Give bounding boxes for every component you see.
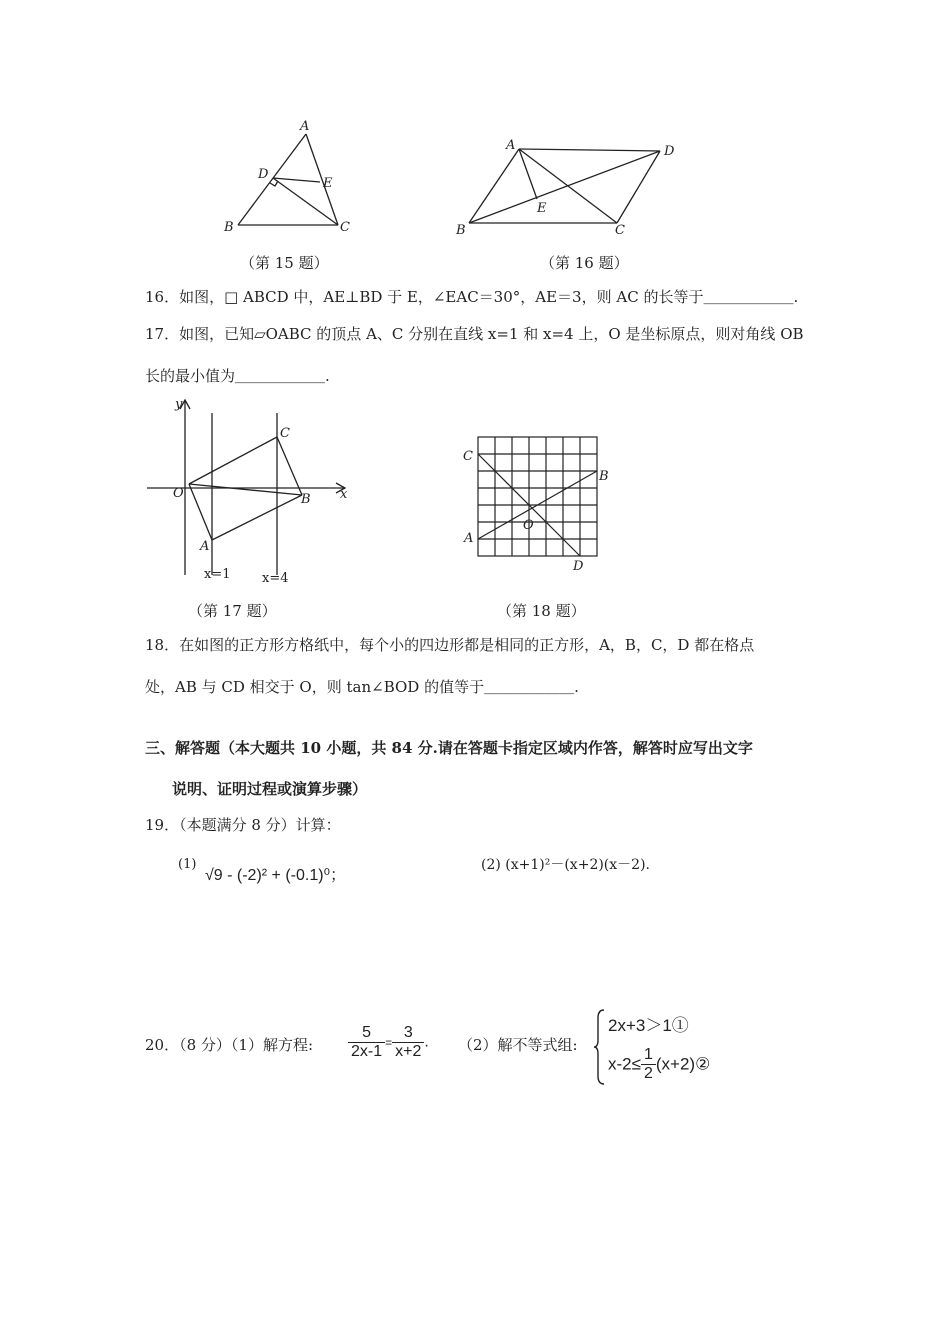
figure-15	[220, 118, 360, 240]
question-17-line-1: 17．如图，已知▱OABC 的顶点 A、C 分别在直线 x=1 和 x=4 上，O 是坐标原点，则对角线 OB	[145, 325, 804, 343]
question-20-part-2-label: （2）解不等式组:	[458, 1036, 578, 1054]
inequality-2-right: (x+2)②	[655, 1054, 711, 1074]
question-19-part-2: (2) (x+1)²－(x+2)(x－2).	[481, 857, 650, 873]
eq-end: .	[424, 1033, 429, 1051]
inequality-2-numerator: 1	[641, 1046, 656, 1065]
fig16-label-c: C	[615, 223, 625, 238]
fig17-label-a: A	[200, 539, 210, 554]
fig17-label-c: C	[280, 426, 290, 441]
inequality-1: 2x+3＞1①	[608, 1016, 689, 1035]
fig16-caption: （第 16 题）	[540, 254, 629, 272]
inequality-2-denominator: 2	[643, 1065, 653, 1082]
eq-left-numerator: 5	[348, 1024, 385, 1043]
question-18-line-1: 18．在如图的正方形方格纸中，每个小的四边形都是相同的正方形，A，B，C，D 都在格点	[145, 636, 755, 654]
fig16-label-d: D	[664, 144, 675, 159]
question-20-equation	[348, 1024, 429, 1061]
eq-left-denominator: 2x-1	[351, 1043, 383, 1060]
question-19-intro: 19．（本题满分 8 分）计算：	[145, 816, 341, 834]
fig17-label-x4: x=4	[262, 571, 289, 586]
fig15-caption: （第 15 题）	[240, 254, 329, 272]
inequality-2-fraction	[641, 1046, 656, 1083]
fig17-label-b: B	[301, 492, 311, 507]
fig17-label-y: y	[175, 397, 183, 412]
eq-right-denominator: x+2	[395, 1043, 422, 1060]
eq-right-fraction	[392, 1024, 424, 1061]
figure-16	[450, 133, 690, 243]
inequality-2-left: x-2≤	[608, 1054, 641, 1074]
section-3-heading-cont: 说明、证明过程或演算步骤）	[172, 780, 368, 798]
fig17-caption: （第 17 题）	[188, 602, 277, 620]
eq-equals: =	[385, 1035, 393, 1050]
fig18-label-o: O	[523, 518, 534, 533]
fig15-label-c: C	[340, 220, 350, 235]
eq-left-fraction	[348, 1024, 385, 1061]
fig15-label-a: A	[300, 119, 310, 134]
figure-18	[455, 428, 625, 578]
fig16-label-a: A	[506, 138, 516, 153]
section-3-heading: 三、解答题（本大题共 10 小题，共 84 分.请在答题卡指定区域内作答，解答时应写出文字	[145, 739, 753, 757]
question-19-part-1-label: (1)	[178, 857, 197, 872]
question-20-intro: 20．（8 分）（1）解方程:	[145, 1036, 313, 1054]
fig16-label-e: E	[537, 201, 547, 216]
fig16-label-b: B	[456, 223, 466, 238]
figure-17	[145, 395, 365, 590]
fig15-label-b: B	[224, 220, 234, 235]
fig18-label-b: B	[599, 469, 609, 484]
fig18-label-d: D	[573, 559, 584, 574]
question-17-line-2: 长的最小值为＿＿＿＿＿＿.	[145, 367, 330, 385]
fig15-label-e: E	[323, 176, 333, 191]
fig15-label-d: D	[258, 167, 269, 182]
inequality-2	[608, 1046, 710, 1083]
fig17-label-o: O	[173, 486, 184, 501]
question-16: 16．如图，□ ABCD 中，AE⊥BD 于 E，∠EAC＝30°，AE＝3，则 AC 的长等于＿＿＿＿＿＿.	[145, 288, 799, 306]
fig17-label-x: x	[340, 487, 348, 502]
question-18-line-2: 处，AB 与 CD 相交于 O，则 tan∠BOD 的值等于＿＿＿＿＿＿.	[145, 678, 579, 696]
question-19-part-1-expr: √9 - (-2)² + (-0.1)⁰；	[205, 867, 346, 884]
inequality-brace-icon	[592, 1008, 606, 1086]
eq-right-numerator: 3	[392, 1024, 424, 1043]
fig17-label-x1: x=1	[204, 567, 231, 582]
fig18-label-a: A	[464, 531, 474, 546]
fig18-caption: （第 18 题）	[497, 602, 586, 620]
fig18-label-c: C	[463, 449, 473, 464]
